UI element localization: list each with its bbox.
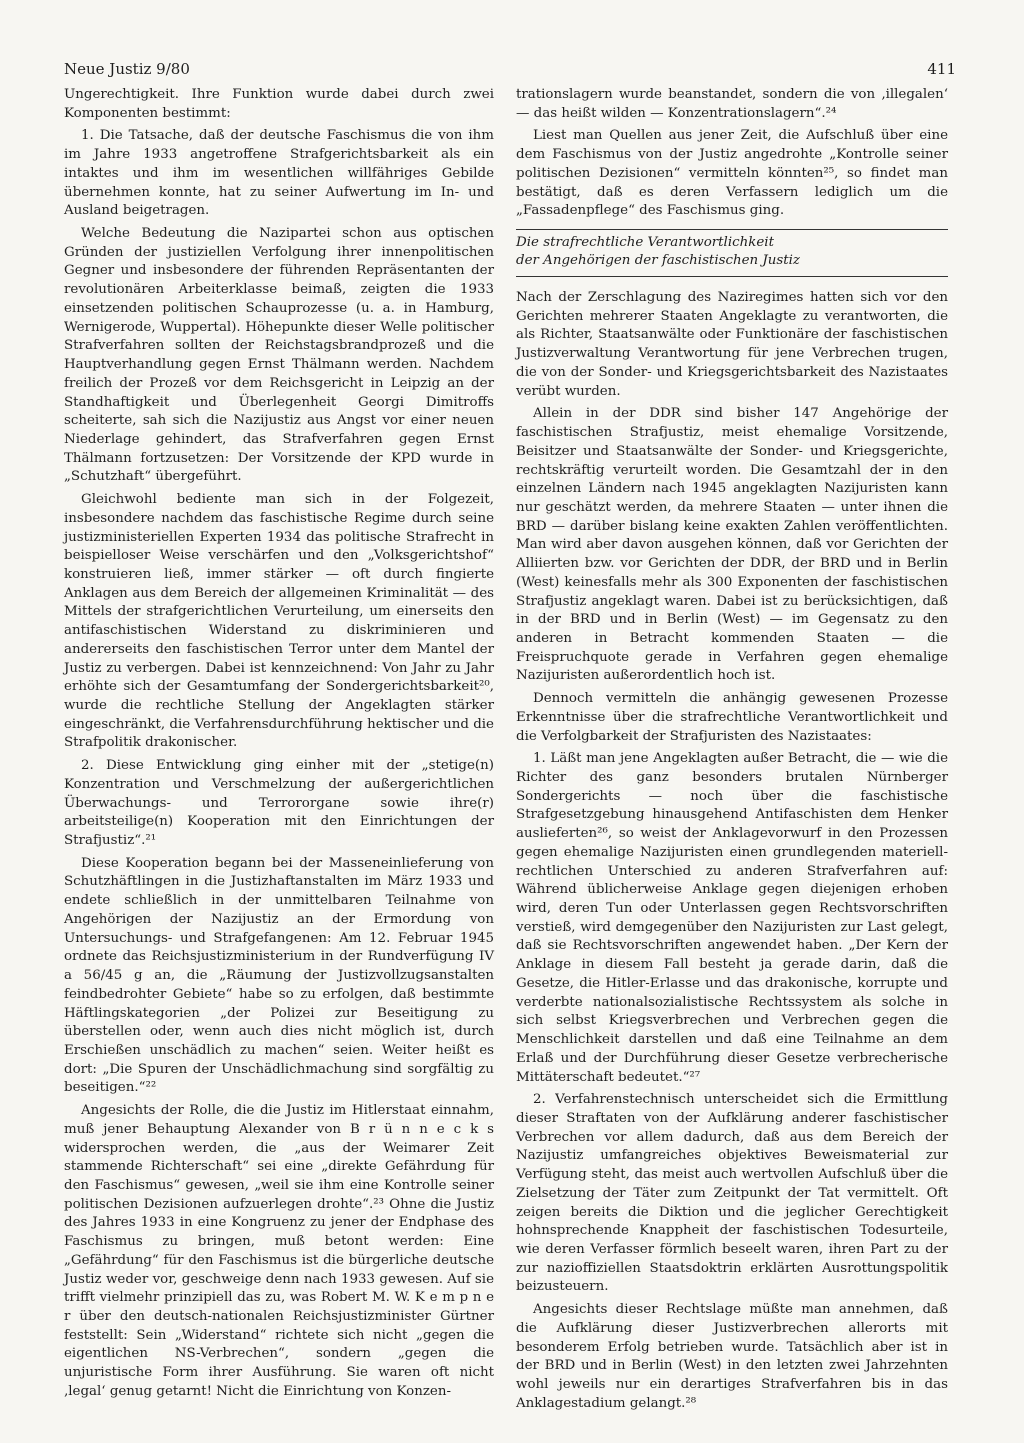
paragraph: 1. Die Tatsache, daß der deutsche Faschismus die von ihm im Jahre 1933 angetroffene Strafgerichtsbarkeit als ein intaktes und ihm im wesentlichen willfähriges Gebilde übernehmen konnte, hat zu seiner Aufwertung im In- und Ausland beigetragen. xyxy=(64,128,494,219)
paragraph: Angesichts dieser Rechtslage müßte man annehmen, daß die Aufklärung dieser Justizverbrechen allerorts mit besonderem Erfolg betrieben wurde. Tatsächlich aber ist in der BRD und in Berlin (West) in den letzten zwei Jahrzehnten wohl jeweils nur ein derartiges Strafverfahren bis in das Anklagestadium gelangt.²⁸ xyxy=(516,1302,948,1411)
paragraph: Dennoch vermitteln die anhängig gewesenen Prozesse Erkenntnisse über die strafrechtliche Verantwortlichkeit und die Verfolgbarkeit der Strafjuristen des Nazistaates: xyxy=(516,691,948,744)
paragraph: 1. Läßt man jene Angeklagten außer Betracht, die — wie die Richter des ganz besonders brutalen Nürnberger Sondergerichts — noch über die faschistische Strafgesetzgebung hinausgehend Antifaschisten dem Henker auslieferten²⁶, so weist der Anklagevorwurf in den Prozessen gegen ehemalige Nazijuristen einen grundlegenden materiell-rechtlichen Unterschied zu anderen Strafverfahren auf: Während üblicherweise Anklage gegen diejenigen erhoben wird, deren Tun oder Unterlassen gegen Rechtsvorschriften verstieß, wird demgegenüber den Nazijuristen zur Last gelegt, daß sie Rechtsvorschriften angewendet haben. „Der Kern der Anklage in diesem Fall besteht ja gerade darin, daß die Gesetze, die Hitler-Erlasse und das drakonische, korrupte und verderbte nationalsozialistische Rechtssystem als solche in sich selbst Kriegsverbrechen und Verbrechen gegen die Menschlichkeit darstellen und daß eine Teilnahme an dem Erlaß und der Durchführung dieser Gesetze verbrecherische Mittäterschaft bedeutet.“²⁷ xyxy=(516,751,948,1085)
paragraph: Gleichwohl bediente man sich in der Folgezeit, insbesondere nachdem das faschistische Regime durch seine justizministeriellen Experten 1934 das politische Strafrecht in beispielloser Weise verschärfen und den „Volksgerichtshof“ konstruieren ließ, immer stärker — oft durch fingierte Anklagen aus dem Bereich der allgemeinen Kriminalität — des Mittels der strafgerichtlichen Verurteilung, um einerseits den antifaschistischen Widerstand zu diskriminieren und andererseits den faschistischen Terror unter dem Mantel der Justiz zu verbergen. Dabei ist kennzeichnend: Von Jahr zu Jahr erhöhte sich der Gesamtumfang der Sondergerichtsbarkeit²⁰, wurde die rechtliche Stellung der Angeklagten stärker eingeschränkt, die Verfahrensdurchführung hektischer und die Strafpolitik drakonischer. xyxy=(64,492,494,751)
paragraph: Welche Bedeutung die Nazipartei schon aus optischen Gründen der justiziellen Verfolgung ihrer innenpolitischen Gegner und insbesondere der führenden Repräsentanten der revolutionären Arbeiterklasse beimaß, zeigten die 1933 einsetzenden politischen Schauprozesse (u. a. in Hamburg, Wernigerode, Wuppertal). Höhepunkte dieser Welle politischer Strafverfahren sollten der Reichstagsbrandprozeß und die Hauptverhandlung gegen Ernst Thälmann werden. Nachdem freilich der Prozeß vor dem Reichsgericht in Leipzig an der Standhaftigkeit und Überlegenheit Georgi Dimitroffs scheiterte, sah sich die Nazijustiz aus Angst vor einer neuen Niederlage gehindert, das Strafverfahren gegen Ernst Thälmann fortzusetzen: Der Vorsitzende der KPD wurde in „Schutzhaft“ übergeführt. xyxy=(64,226,494,485)
paragraph: Angesichts der Rolle, die die Justiz im Hitlerstaat einnahm, muß jener Behauptung Alexander von B r ü n n e c k s widersprochen werden, die „aus der Weimarer Zeit stammende Richterschaft“ sei eine „direkte Gefährdung für den Faschismus“ gewesen, „weil sie ihm eine Kontrolle seiner politischen Dezisionen aufzuerlegen drohte“.²³ Ohne die Justiz des Jahres 1933 in eine Kongruenz zu jener der Endphase des Faschismus zu bringen, muß betont werden: Eine „Gefährdung“ für den Faschismus ist die bürgerliche deutsche Justiz weder vor, geschweige denn nach 1933 gewesen. Auf sie trifft vielmehr prinzipiell das zu, was Robert M. W. K e m p n e r über den deutsch-nationalen Reichsjustizminister Gürtner feststellt: Sein „Widerstand“ richtete sich nicht „gegen die eigentlichen NS-Verbrechen“, sondern „gegen die unjuristische Form ihrer Ausführung. Sie waren oft nicht ‚legal‘ genug getarnt! Nicht die Einrichtung von Konzen- xyxy=(64,1103,494,1399)
section-heading-line: Die strafrechtliche Verantwortlichkeit xyxy=(516,235,774,251)
running-header xyxy=(64,58,956,80)
paragraph: Ungerechtigkeit. Ihre Funktion wurde dabei durch zwei Komponenten bestimmt: xyxy=(64,87,494,121)
section-heading xyxy=(516,229,948,277)
section-heading-line: der Angehörigen der faschistischen Justiz xyxy=(516,253,800,269)
paragraph: trationslagern wurde beanstandet, sondern die von ‚illegalen‘ — das heißt wilden — Konzentrationslagern“.²⁴ xyxy=(516,87,948,121)
paragraph: Liest man Quellen aus jener Zeit, die Aufschluß über eine dem Faschismus von der Justiz angedrohte „Kontrolle seiner politischen Dezisionen“ vermitteln könnten²⁵, so findet man bestätigt, daß es deren Verfassern lediglich um die „Fassadenpflege“ des Faschismus ging. xyxy=(516,128,948,219)
paragraph: 2. Verfahrenstechnisch unterscheidet sich die Ermittlung dieser Straftaten von der Aufklärung anderer faschistischer Verbrechen vor allem dadurch, daß aus dem Bereich der Nazijustiz umfangreiches objektives Beweismaterial zur Verfügung steht, das meist auch wertvollen Aufschluß über die Zielsetzung der Täter zum Zeitpunkt der Tat vermittelt. Oft zeigen bereits die Diktion und die jeglicher Gerechtigkeit hohnsprechende Knappheit der faschistischen Todesurteile, wie deren Verfasser förmlich beseelt waren, ihren Part zu der zur nazioffiziellen Staatsdoktrin erklärten Ausrottungspolitik beizusteuern. xyxy=(516,1092,948,1295)
paragraph: 2. Diese Entwicklung ging einher mit der „stetige(n) Konzentration und Verschmelzung der außergerichtlichen Überwachungs- und Terrororgane sowie ihre(r) arbeitsteilige(n) Kooperation mit den Einrichtungen der Strafjustiz“.²¹ xyxy=(64,758,494,849)
left-column xyxy=(64,86,494,1406)
journal-title: Neue Justiz 9/80 xyxy=(64,60,190,78)
paragraph: Diese Kooperation begann bei der Masseneinlieferung von Schutzhäftlingen in die Justizhaftanstalten im März 1933 und endete schließlich in der unmittelbaren Teilnahme von Angehörigen der Nazijustiz an der Ermordung von Untersuchungs- und Strafgefangenen: Am 12. Februar 1945 ordnete das Reichsjustizministerium in der Rundverfügung IV a 56/45 g an, die „Räumung der Justizvollzugsanstalten feindbedrohter Gebiete“ habe so zu erfolgen, daß bestimmte Häftlingskategorien „der Polizei zur Beseitigung zu überstellen oder, wenn auch dies nicht möglich ist, durch Erschießen unschädlich zu machen“ seien. Weiter heißt es dort: „Die Spuren der Unschädlichmachung sind sorgfältig zu beseitigen.“²² xyxy=(64,855,494,1096)
right-column xyxy=(516,86,948,1417)
paragraph: Nach der Zerschlagung des Naziregimes hatten sich vor den Gerichten mehrerer Staaten Angeklagte zu verantworten, die als Richter, Staatsanwälte oder Funktionäre der faschistischen Justizverwaltung Verantwortung für jene Verbrechen trugen, die von der Sonder- und Kriegsgerichtsbarkeit des Nazistaates verübt wurden. xyxy=(516,290,948,399)
paragraph: Allein in der DDR sind bisher 147 Angehörige der faschistischen Strafjustiz, meist ehemalige Vorsitzende, Beisitzer und Staatsanwälte der Sonder- und Kriegsgerichte, rechtskräftig verurteilt worden. Die Gesamtzahl der in den einzelnen Ländern nach 1945 angeklagten Nazijuristen kann nur geschätzt werden, da mehrere Staaten — unter ihnen die BRD — darüber bislang keine exakten Zahlen veröffentlichten. Man wird aber davon ausgehen können, daß vor Gerichten der Alliierten bzw. vor Gerichten der DDR, der BRD und in Berlin (West) keinesfalls mehr als 300 Exponenten der faschistischen Strafjustiz angeklagt waren. Dabei ist zu berücksichtigen, daß in der BRD und in Berlin (West) — im Gegensatz zu den anderen in Betracht kommenden Staaten — die Freispruchquote gerade in Verfahren gegen ehemalige Nazijuristen außerordentlich hoch ist. xyxy=(516,406,948,684)
page-number: 411 xyxy=(927,60,956,78)
